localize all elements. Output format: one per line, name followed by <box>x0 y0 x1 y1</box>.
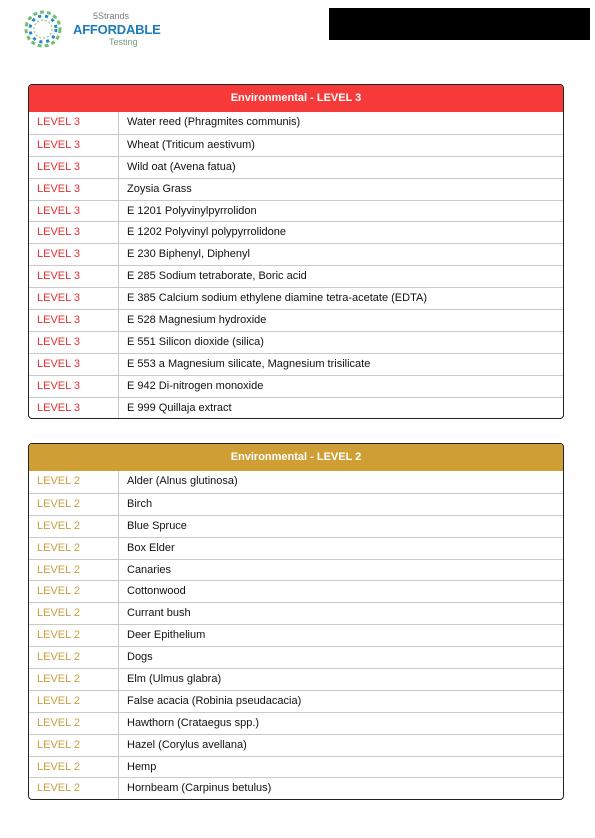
level-cell: LEVEL 2 <box>29 735 119 756</box>
allergen-name-cell: E 1202 Polyvinyl polypyrrolidone <box>127 226 286 239</box>
table-row <box>29 309 563 331</box>
allergen-name-cell: Water reed (Phragmites communis) <box>127 116 301 128</box>
brand-sub: Testing <box>109 37 138 47</box>
allergen-name-cell: E 942 Di-nitrogen monoxide <box>127 379 264 392</box>
allergen-name-cell: False acacia (Robinia pseudacacia) <box>127 694 302 707</box>
brand-main: AFFORDABLE <box>73 22 161 37</box>
level-cell: LEVEL 2 <box>29 713 119 734</box>
page-header <box>0 0 595 70</box>
allergen-name-cell: E 999 Quillaja extract <box>127 401 232 414</box>
level-cell: LEVEL 2 <box>29 647 119 668</box>
table-row <box>29 777 563 799</box>
level-cell: LEVEL 3 <box>29 201 119 222</box>
table-row <box>29 331 563 353</box>
level-cell: LEVEL 2 <box>29 757 119 778</box>
allergen-name-cell: Hawthorn (Crataegus spp.) <box>127 716 260 729</box>
table-row <box>29 156 563 178</box>
table-body <box>29 471 563 799</box>
level-cell: LEVEL 2 <box>29 778 119 799</box>
level-cell: LEVEL 2 <box>29 625 119 646</box>
level-cell: LEVEL 3 <box>29 398 119 419</box>
table-row <box>29 265 563 287</box>
table-row <box>29 353 563 375</box>
level-cell: LEVEL 2 <box>29 494 119 515</box>
redacted-block <box>329 8 590 40</box>
table-row <box>29 243 563 265</box>
table-title: Environmental - LEVEL 2 <box>29 444 563 471</box>
level-cell: LEVEL 2 <box>29 581 119 602</box>
table-title: Environmental - LEVEL 3 <box>29 85 563 112</box>
level-2-table <box>28 443 564 800</box>
level-cell: LEVEL 2 <box>29 471 119 493</box>
level-3-table <box>28 84 564 419</box>
table-row <box>29 493 563 515</box>
allergen-name-cell: Hemp <box>127 760 157 773</box>
allergen-name-cell: Dogs <box>127 651 153 664</box>
level-cell: LEVEL 3 <box>29 112 119 134</box>
allergen-name-cell: Zoysia Grass <box>127 182 192 195</box>
level-cell: LEVEL 2 <box>29 538 119 559</box>
level-cell: LEVEL 3 <box>29 354 119 375</box>
allergen-name-cell: E 528 Magnesium hydroxide <box>127 314 267 327</box>
level-cell: LEVEL 3 <box>29 135 119 156</box>
allergen-name-cell: Deer Epithelium <box>127 629 206 642</box>
level-cell: LEVEL 3 <box>29 310 119 331</box>
table-row <box>29 646 563 668</box>
allergen-name-cell: E 230 Biphenyl, Diphenyl <box>127 248 250 261</box>
allergen-name-cell: Wheat (Triticum aestivum) <box>127 138 255 151</box>
level-cell: LEVEL 3 <box>29 266 119 287</box>
brand-small: 5Strands <box>93 11 130 21</box>
allergen-name-cell: E 385 Calcium sodium ethylene diamine tetra-acetate (EDTA) <box>127 292 427 305</box>
allergen-name-cell: E 1201 Polyvinylpyrrolidon <box>127 204 257 217</box>
level-cell: LEVEL 3 <box>29 222 119 243</box>
table-row <box>29 580 563 602</box>
table-row <box>29 624 563 646</box>
table-row <box>29 134 563 156</box>
allergen-name-cell: Birch <box>127 497 153 510</box>
level-cell: LEVEL 2 <box>29 691 119 712</box>
table-row <box>29 397 563 419</box>
level-cell: LEVEL 3 <box>29 244 119 265</box>
table-row <box>29 559 563 581</box>
level-cell: LEVEL 3 <box>29 332 119 353</box>
level-cell: LEVEL 2 <box>29 516 119 537</box>
table-row <box>29 734 563 756</box>
allergen-name-cell: E 285 Sodium tetraborate, Boric acid <box>127 270 307 283</box>
table-row <box>29 221 563 243</box>
brand-text <box>73 11 161 48</box>
table-row <box>29 112 563 134</box>
table-row <box>29 668 563 690</box>
allergen-name-cell: E 553 a Magnesium silicate, Magnesium trisilicate <box>127 357 371 370</box>
dna-wreath-icon <box>20 6 66 52</box>
level-cell: LEVEL 3 <box>29 179 119 200</box>
level-cell: LEVEL 2 <box>29 603 119 624</box>
table-row <box>29 756 563 778</box>
allergen-name-cell: Hornbeam (Carpinus betulus) <box>127 782 272 795</box>
table-row <box>29 515 563 537</box>
table-row <box>29 287 563 309</box>
allergen-name-cell: E 551 Silicon dioxide (silica) <box>127 335 264 348</box>
allergen-name-cell: Canaries <box>127 563 172 576</box>
table-row <box>29 471 563 493</box>
allergen-name-cell: Currant bush <box>127 607 191 620</box>
level-cell: LEVEL 3 <box>29 376 119 397</box>
level-cell: LEVEL 3 <box>29 288 119 309</box>
allergen-name-cell: Hazel (Corylus avellana) <box>127 738 247 751</box>
table-row <box>29 200 563 222</box>
table-row <box>29 375 563 397</box>
level-cell: LEVEL 3 <box>29 157 119 178</box>
table-row <box>29 690 563 712</box>
allergen-name-cell: Cottonwood <box>127 585 186 598</box>
allergen-name-cell: Blue Spruce <box>127 519 187 532</box>
brand-logo <box>20 6 160 56</box>
table-body <box>29 112 563 418</box>
table-row <box>29 712 563 734</box>
level-cell: LEVEL 2 <box>29 560 119 581</box>
allergen-name-cell: Elm (Ulmus glabra) <box>127 673 222 686</box>
level-cell: LEVEL 2 <box>29 669 119 690</box>
table-row <box>29 537 563 559</box>
allergen-name-cell: Wild oat (Avena fatua) <box>127 160 236 173</box>
allergen-name-cell: Alder (Alnus glutinosa) <box>127 475 238 487</box>
table-row <box>29 602 563 624</box>
allergen-name-cell: Box Elder <box>127 541 175 554</box>
table-row <box>29 178 563 200</box>
